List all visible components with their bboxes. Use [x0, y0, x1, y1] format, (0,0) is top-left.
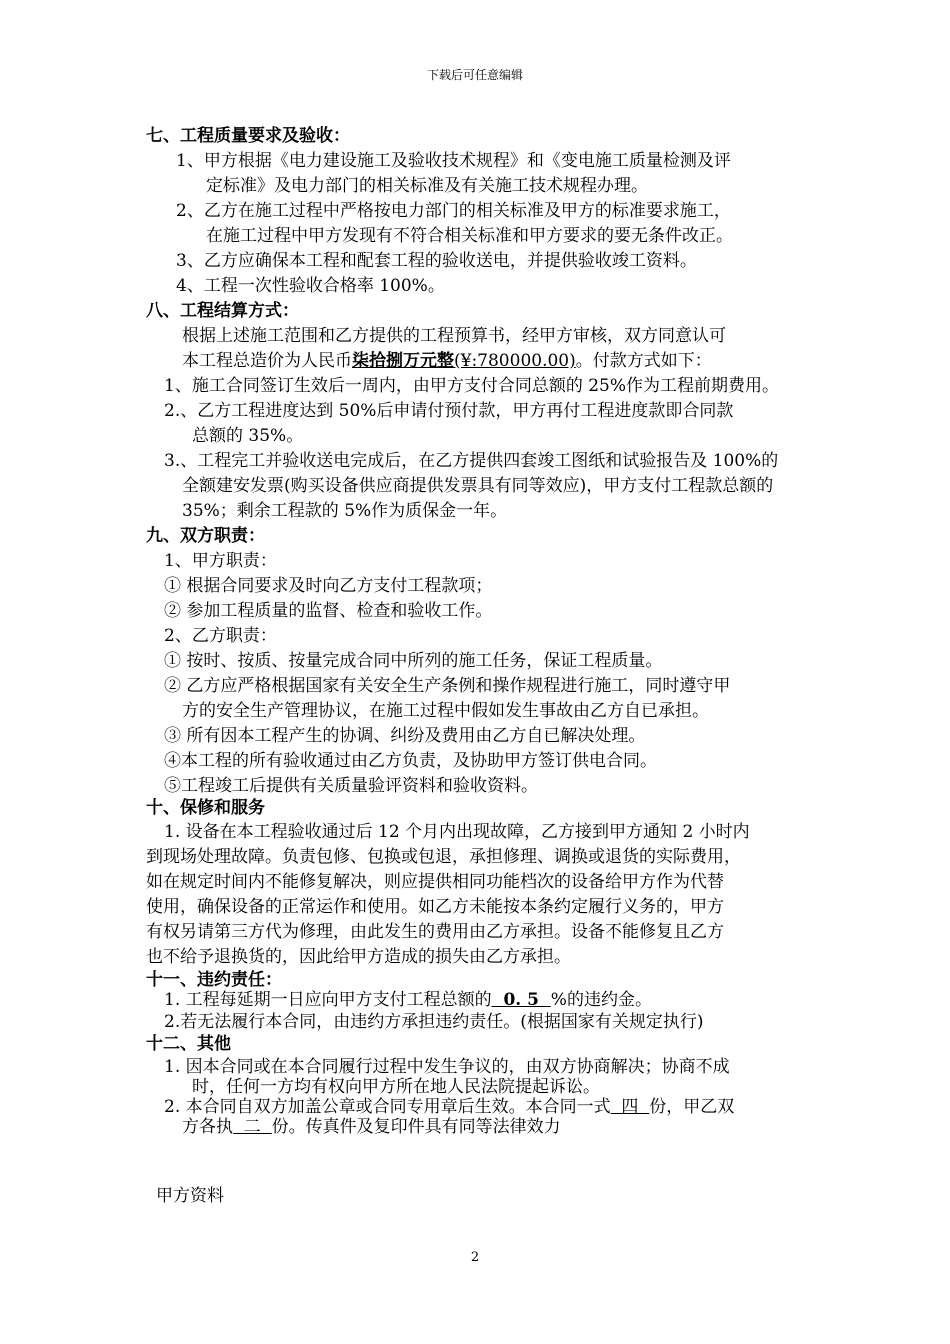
- section-12-title: 十二、其他: [146, 1034, 231, 1054]
- party-b-duties-title: 2、乙方职责：: [164, 626, 277, 646]
- sec7-item4: 4、工程一次性验收合格率 100%。: [176, 276, 445, 296]
- contract-amount-words: 柒拾捌万元整: [352, 351, 454, 371]
- sec7-item3: 3、乙方应确保本工程和配套工程的验收送电，并提供验收竣工资料。: [176, 251, 697, 271]
- sec12-item2-line2-prefix: 方各执: [182, 1117, 233, 1137]
- sec11-item1: [164, 990, 652, 1010]
- sec10-line6: 也不给予退换货的，因此给甲方造成的损失由乙方承担。: [146, 947, 571, 967]
- sec8-price-prefix: 本工程总造价为人民币: [182, 351, 352, 371]
- party-b-duty-4: ④本工程的所有验收通过由乙方负责，及协助甲方签订供电合同。: [164, 751, 657, 771]
- sec8-item3-line2: 全额建安发票(购买设备供应商提供发票具有同等效应)，甲方支付工程款总额的: [182, 476, 774, 496]
- sec12-item2-line2-suffix: 份。传真件及复印件具有同等法律效力: [271, 1117, 561, 1137]
- sec8-para-line1: 根据上述施工范围和乙方提供的工程预算书，经甲方审核，双方同意认可: [182, 326, 726, 346]
- sec7-item1-line1: 1、甲方根据《电力建设施工及验收技术规程》和《变电施工质量检测及评: [176, 151, 731, 171]
- sec12-item1-line2: 时，任何一方均有权向甲方所在地人民法院提起诉讼。: [192, 1077, 600, 1097]
- party-a-duty-1: ① 根据合同要求及时向乙方支付工程款项；: [164, 576, 493, 596]
- sec11-item2: 2.若无法履行本合同，由违约方承担违约责任。(根据国家有关规定执行): [164, 1012, 704, 1032]
- section-8-title: 八、工程结算方式：: [146, 301, 299, 321]
- sec12-item2-prefix: 2. 本合同自双方加盖公章或合同专用章后生效。本合同一式: [164, 1097, 611, 1117]
- party-a-info-label: 甲方资料: [156, 1186, 224, 1206]
- sec8-item3-line3: 35%；剩余工程款的 5%作为质保金一年。: [182, 501, 508, 521]
- sec12-item2-suffix: 份，甲乙双: [649, 1097, 735, 1117]
- copies-total-value: 四: [610, 1097, 650, 1117]
- sec8-para-line2: [182, 351, 712, 371]
- sec10-line5: 有权另请第三方代为修理，由此发生的费用由乙方承担。设备不能修复且乙方: [146, 922, 724, 942]
- sec8-item3-line1: 3.、工程完工并验收送电完成后，在乙方提供四套竣工图纸和试验报告及 100%的: [164, 451, 779, 471]
- sec12-item2-line2: [182, 1117, 561, 1137]
- sec8-price-suffix: 。付款方式如下：: [575, 351, 712, 371]
- sec10-line3: 如在规定时间内不能修复解决，则应提供相同功能档次的设备给甲方作为代替: [146, 872, 724, 892]
- party-b-duty-5: ⑤工程竣工后提供有关质量验评资料和验收资料。: [164, 776, 538, 796]
- party-b-duty-3: ③ 所有因本工程产生的协调、纠纷及费用由乙方自已解决处理。: [164, 726, 646, 746]
- copies-each-value: 二: [233, 1117, 272, 1137]
- sec12-item1-line1: 1. 因本合同或在本合同履行过程中发生争议的，由双方协商解决；协商不成: [164, 1057, 730, 1077]
- sec10-line4: 使用，确保设备的正常运作和使用。如乙方未能按本条约定履行义务的，甲方: [146, 897, 724, 917]
- party-a-duty-2: ② 参加工程质量的监督、检查和验收工作。: [164, 601, 493, 621]
- party-a-duties-title: 1、甲方职责：: [164, 551, 277, 571]
- sec7-item2-line1: 2、乙方在施工过程中严格按电力部门的相关标准及甲方的标准要求施工，: [176, 201, 731, 221]
- section-10-title: 十、保修和服务: [146, 798, 265, 818]
- section-11-title: 十一、违约责任：: [146, 970, 282, 990]
- sec7-item1-line2: 定标准》及电力部门的相关标准及有关施工技术规程办理。: [206, 176, 648, 196]
- sec8-item1: 1、施工合同签订生效后一周内，由甲方支付合同总额的 25%作为工程前期费用。: [164, 376, 780, 396]
- page-number: 2: [470, 1250, 480, 1265]
- section-7-title: 七、工程质量要求及验收：: [146, 126, 350, 146]
- sec7-item2-line2: 在施工过程中甲方发现有不符合相关标准和甲方要求的要无条件改正。: [206, 226, 733, 246]
- section-9-title: 九、双方职责：: [146, 526, 265, 546]
- header-note: 下载后可任意编辑: [426, 68, 523, 82]
- sec11-item1-prefix: 1. 工程每延期一日应向甲方支付工程总额的: [164, 990, 492, 1010]
- party-b-duty-2-line2: 方的安全生产管理协议，在施工过程中假如发生事故由乙方自已承担。: [182, 701, 709, 721]
- sec11-item1-suffix: %的违约金。: [550, 990, 652, 1010]
- sec8-item2-line2: 总额的 35%。: [192, 426, 304, 446]
- party-b-duty-2-line1: ② 乙方应严格根据国家有关安全生产条例和操作规程进行施工，同时遵守甲: [164, 676, 731, 696]
- sec12-item2-line1: [164, 1097, 734, 1117]
- sec10-line1: 1. 设备在本工程验收通过后 12 个月内出现故障，乙方接到甲方通知 2 小时内: [164, 822, 750, 842]
- party-b-duty-1: ① 按时、按质、按量完成合同中所列的施工任务，保证工程质量。: [164, 651, 663, 671]
- sec10-line2: 到现场处理故障。负责包修、包换或包退，承担修理、调换或退货的实际费用，: [146, 847, 741, 867]
- contract-amount-number: (¥:780000.00): [454, 351, 576, 371]
- sec8-item2-line1: 2.、乙方工程进度达到 50%后申请付预付款，甲方再付工程进度款即合同款: [164, 401, 734, 421]
- penalty-rate-value: 0. 5: [491, 990, 551, 1010]
